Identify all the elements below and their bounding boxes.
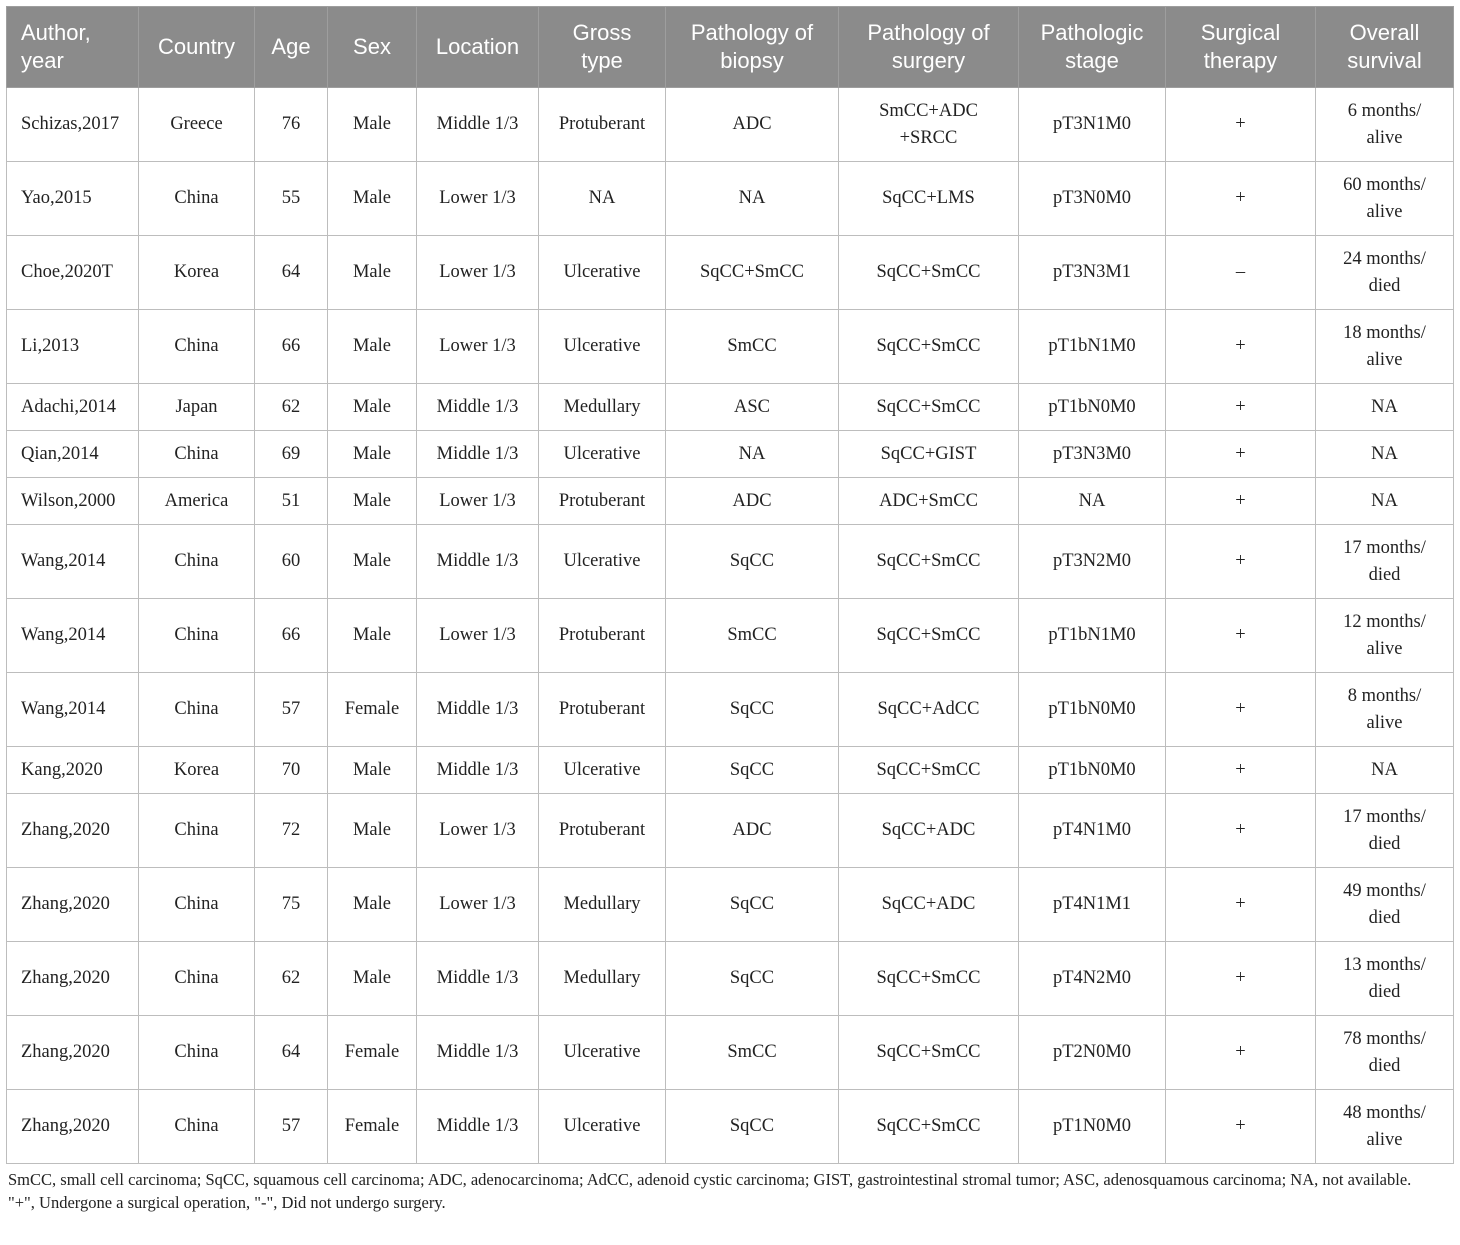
table-cell: 17 months/ died	[1316, 794, 1454, 868]
table-row	[7, 525, 1454, 599]
table-cell: China	[139, 310, 255, 384]
footnote-surgery-key: "+", Undergone a surgical operation, "-", Did not undergo surgery.	[8, 1193, 446, 1212]
table-cell: China	[139, 1090, 255, 1164]
table-cell: SqCC	[666, 525, 839, 599]
table-cell: SqCC+SmCC	[839, 1016, 1019, 1090]
table-cell: pT3N2M0	[1019, 525, 1166, 599]
table-cell: Ulcerative	[539, 236, 666, 310]
table-cell: SqCC+AdCC	[839, 673, 1019, 747]
table-cell: SqCC+SmCC	[839, 942, 1019, 1016]
table-row	[7, 942, 1454, 1016]
table-cell: Wang,2014	[7, 599, 139, 673]
table-cell: SqCC+SmCC	[839, 310, 1019, 384]
table-cell: Middle 1/3	[417, 673, 539, 747]
table-cell: Medullary	[539, 384, 666, 431]
table-cell: SqCC+SmCC	[666, 236, 839, 310]
table-row	[7, 1090, 1454, 1164]
table-cell: pT2N0M0	[1019, 1016, 1166, 1090]
column-header: Location	[417, 7, 539, 88]
table-cell: 62	[255, 384, 328, 431]
table-cell: China	[139, 599, 255, 673]
table-cell: NA	[666, 431, 839, 478]
table-cell: Female	[328, 673, 417, 747]
table-cell: SmCC	[666, 599, 839, 673]
table-footnotes	[8, 1168, 1458, 1214]
table-cell: 8 months/ alive	[1316, 673, 1454, 747]
table-cell: SmCC	[666, 1016, 839, 1090]
table-cell: 55	[255, 162, 328, 236]
table-cell: 78 months/ died	[1316, 1016, 1454, 1090]
table-cell: China	[139, 868, 255, 942]
table-cell: 51	[255, 478, 328, 525]
column-header: Surgical therapy	[1166, 7, 1316, 88]
table-cell: Greece	[139, 88, 255, 162]
table-cell: 57	[255, 673, 328, 747]
table-row	[7, 1016, 1454, 1090]
table-cell: SqCC+SmCC	[839, 525, 1019, 599]
table-row	[7, 794, 1454, 868]
table-cell: Male	[328, 162, 417, 236]
table-cell: Adachi,2014	[7, 384, 139, 431]
table-cell: –	[1166, 236, 1316, 310]
table-cell: Wang,2014	[7, 525, 139, 599]
table-cell: China	[139, 794, 255, 868]
table-cell: Protuberant	[539, 478, 666, 525]
footnote-abbreviations: SmCC, small cell carcinoma; SqCC, squamous cell carcinoma; ADC, adenocarcinoma; AdCC, adenoid cystic carcinoma; GIST, gastrointestinal stromal tumor; ASC, adenosquamous carcinoma; NA, not available.	[8, 1170, 1412, 1189]
table-cell: pT1bN1M0	[1019, 310, 1166, 384]
table-cell: +	[1166, 310, 1316, 384]
table-cell: SmCC	[666, 310, 839, 384]
table-cell: Male	[328, 236, 417, 310]
table-cell: pT4N1M1	[1019, 868, 1166, 942]
table-cell: Korea	[139, 236, 255, 310]
table-cell: +	[1166, 431, 1316, 478]
table-cell: +	[1166, 478, 1316, 525]
table-cell: Li,2013	[7, 310, 139, 384]
table-cell: ADC	[666, 478, 839, 525]
table-cell: Ulcerative	[539, 310, 666, 384]
table-cell: China	[139, 525, 255, 599]
case-table	[6, 6, 1454, 1164]
table-cell: pT1bN0M0	[1019, 747, 1166, 794]
table-row	[7, 236, 1454, 310]
table-cell: Medullary	[539, 942, 666, 1016]
table-row	[7, 747, 1454, 794]
table-cell: +	[1166, 525, 1316, 599]
table-cell: 49 months/ died	[1316, 868, 1454, 942]
table-cell: +	[1166, 868, 1316, 942]
column-header: Overall survival	[1316, 7, 1454, 88]
table-row	[7, 868, 1454, 942]
table-cell: 13 months/ died	[1316, 942, 1454, 1016]
table-row	[7, 431, 1454, 478]
table-cell: NA	[1316, 384, 1454, 431]
table-cell: Zhang,2020	[7, 1090, 139, 1164]
table-cell: pT4N2M0	[1019, 942, 1166, 1016]
table-cell: China	[139, 162, 255, 236]
table-cell: Yao,2015	[7, 162, 139, 236]
table-cell: Ulcerative	[539, 1090, 666, 1164]
column-header: Pathology of surgery	[839, 7, 1019, 88]
table-cell: NA	[666, 162, 839, 236]
table-cell: Male	[328, 478, 417, 525]
table-cell: Zhang,2020	[7, 794, 139, 868]
table-cell: 57	[255, 1090, 328, 1164]
table-cell: Male	[328, 794, 417, 868]
table-cell: Lower 1/3	[417, 162, 539, 236]
table-cell: America	[139, 478, 255, 525]
table-cell: 12 months/ alive	[1316, 599, 1454, 673]
table-cell: SqCC	[666, 747, 839, 794]
table-cell: SqCC+LMS	[839, 162, 1019, 236]
table-cell: ADC	[666, 88, 839, 162]
table-cell: pT1bN0M0	[1019, 673, 1166, 747]
table-cell: +	[1166, 794, 1316, 868]
table-cell: pT3N1M0	[1019, 88, 1166, 162]
table-cell: Lower 1/3	[417, 599, 539, 673]
table-cell: 69	[255, 431, 328, 478]
table-cell: +	[1166, 88, 1316, 162]
table-cell: pT1N0M0	[1019, 1090, 1166, 1164]
table-cell: Male	[328, 942, 417, 1016]
table-cell: +	[1166, 384, 1316, 431]
table-cell: Middle 1/3	[417, 525, 539, 599]
table-cell: Middle 1/3	[417, 1016, 539, 1090]
table-cell: 18 months/ alive	[1316, 310, 1454, 384]
table-cell: China	[139, 673, 255, 747]
table-cell: Ulcerative	[539, 1016, 666, 1090]
table-cell: China	[139, 1016, 255, 1090]
table-cell: 17 months/ died	[1316, 525, 1454, 599]
column-header: Author, year	[7, 7, 139, 88]
table-cell: Female	[328, 1016, 417, 1090]
table-cell: 6 months/ alive	[1316, 88, 1454, 162]
table-row	[7, 599, 1454, 673]
table-cell: Protuberant	[539, 88, 666, 162]
table-cell: 76	[255, 88, 328, 162]
table-cell: Kang,2020	[7, 747, 139, 794]
table-cell: Middle 1/3	[417, 88, 539, 162]
table-cell: Male	[328, 88, 417, 162]
table-cell: ASC	[666, 384, 839, 431]
table-cell: Ulcerative	[539, 431, 666, 478]
table-cell: Wilson,2000	[7, 478, 139, 525]
table-cell: NA	[1316, 431, 1454, 478]
table-row	[7, 384, 1454, 431]
table-cell: Male	[328, 868, 417, 942]
table-row	[7, 478, 1454, 525]
table-cell: Female	[328, 1090, 417, 1164]
table-cell: SqCC	[666, 942, 839, 1016]
table-cell: SqCC+ADC	[839, 794, 1019, 868]
table-cell: 64	[255, 236, 328, 310]
table-cell: 72	[255, 794, 328, 868]
table-cell: Qian,2014	[7, 431, 139, 478]
table-cell: SqCC+SmCC	[839, 599, 1019, 673]
table-cell: ADC+SmCC	[839, 478, 1019, 525]
table-cell: Middle 1/3	[417, 1090, 539, 1164]
table-cell: 75	[255, 868, 328, 942]
table-cell: +	[1166, 162, 1316, 236]
table-cell: NA	[539, 162, 666, 236]
table-cell: 66	[255, 599, 328, 673]
table-cell: Middle 1/3	[417, 747, 539, 794]
table-row	[7, 88, 1454, 162]
table-cell: NA	[1316, 747, 1454, 794]
table-cell: Middle 1/3	[417, 431, 539, 478]
table-cell: Ulcerative	[539, 747, 666, 794]
table-cell: Lower 1/3	[417, 868, 539, 942]
table-cell: Lower 1/3	[417, 310, 539, 384]
table-cell: Japan	[139, 384, 255, 431]
table-cell: 48 months/ alive	[1316, 1090, 1454, 1164]
table-cell: pT1bN0M0	[1019, 384, 1166, 431]
column-header: Gross type	[539, 7, 666, 88]
table-row	[7, 673, 1454, 747]
table-cell: Schizas,2017	[7, 88, 139, 162]
table-cell: Male	[328, 599, 417, 673]
table-cell: China	[139, 431, 255, 478]
table-body	[7, 88, 1454, 1164]
header-row	[7, 7, 1454, 88]
table-cell: +	[1166, 747, 1316, 794]
column-header: Age	[255, 7, 328, 88]
table-cell: Lower 1/3	[417, 478, 539, 525]
table-cell: Lower 1/3	[417, 794, 539, 868]
table-cell: Protuberant	[539, 599, 666, 673]
table-cell: SqCC+ADC	[839, 868, 1019, 942]
column-header: Country	[139, 7, 255, 88]
table-cell: Medullary	[539, 868, 666, 942]
table-cell: SqCC+SmCC	[839, 747, 1019, 794]
table-cell: Zhang,2020	[7, 942, 139, 1016]
table-cell: 60	[255, 525, 328, 599]
table-cell: Male	[328, 384, 417, 431]
table-cell: ADC	[666, 794, 839, 868]
table-cell: Wang,2014	[7, 673, 139, 747]
column-header: Pathology of biopsy	[666, 7, 839, 88]
table-cell: Korea	[139, 747, 255, 794]
table-cell: SqCC+SmCC	[839, 384, 1019, 431]
table-cell: NA	[1316, 478, 1454, 525]
table-cell: 66	[255, 310, 328, 384]
table-cell: pT1bN1M0	[1019, 599, 1166, 673]
table-cell: 24 months/ died	[1316, 236, 1454, 310]
table-cell: SqCC	[666, 868, 839, 942]
table-cell: pT3N0M0	[1019, 162, 1166, 236]
table-cell: Middle 1/3	[417, 942, 539, 1016]
table-cell: Male	[328, 525, 417, 599]
table-cell: pT3N3M0	[1019, 431, 1166, 478]
table-cell: SqCC+GIST	[839, 431, 1019, 478]
table-cell: SqCC	[666, 673, 839, 747]
table-cell: Male	[328, 310, 417, 384]
table-cell: Male	[328, 431, 417, 478]
table-row	[7, 162, 1454, 236]
column-header: Sex	[328, 7, 417, 88]
table-cell: +	[1166, 942, 1316, 1016]
table-cell: Zhang,2020	[7, 868, 139, 942]
table-cell: Ulcerative	[539, 525, 666, 599]
table-row	[7, 310, 1454, 384]
table-cell: Lower 1/3	[417, 236, 539, 310]
column-header: Pathologic stage	[1019, 7, 1166, 88]
table-cell: SmCC+ADC +SRCC	[839, 88, 1019, 162]
table-cell: SqCC	[666, 1090, 839, 1164]
table-cell: 64	[255, 1016, 328, 1090]
table-cell: Male	[328, 747, 417, 794]
table-cell: China	[139, 942, 255, 1016]
table-cell: 70	[255, 747, 328, 794]
table-cell: 60 months/ alive	[1316, 162, 1454, 236]
table-cell: SqCC+SmCC	[839, 1090, 1019, 1164]
table-cell: pT4N1M0	[1019, 794, 1166, 868]
table-cell: Middle 1/3	[417, 384, 539, 431]
table-cell: pT3N3M1	[1019, 236, 1166, 310]
table-cell: Zhang,2020	[7, 1016, 139, 1090]
table-cell: 62	[255, 942, 328, 1016]
table-cell: +	[1166, 1016, 1316, 1090]
table-cell: +	[1166, 1090, 1316, 1164]
table-cell: Choe,2020T	[7, 236, 139, 310]
table-cell: +	[1166, 673, 1316, 747]
table-cell: +	[1166, 599, 1316, 673]
table-cell: NA	[1019, 478, 1166, 525]
table-cell: SqCC+SmCC	[839, 236, 1019, 310]
table-cell: Protuberant	[539, 794, 666, 868]
table-cell: Protuberant	[539, 673, 666, 747]
